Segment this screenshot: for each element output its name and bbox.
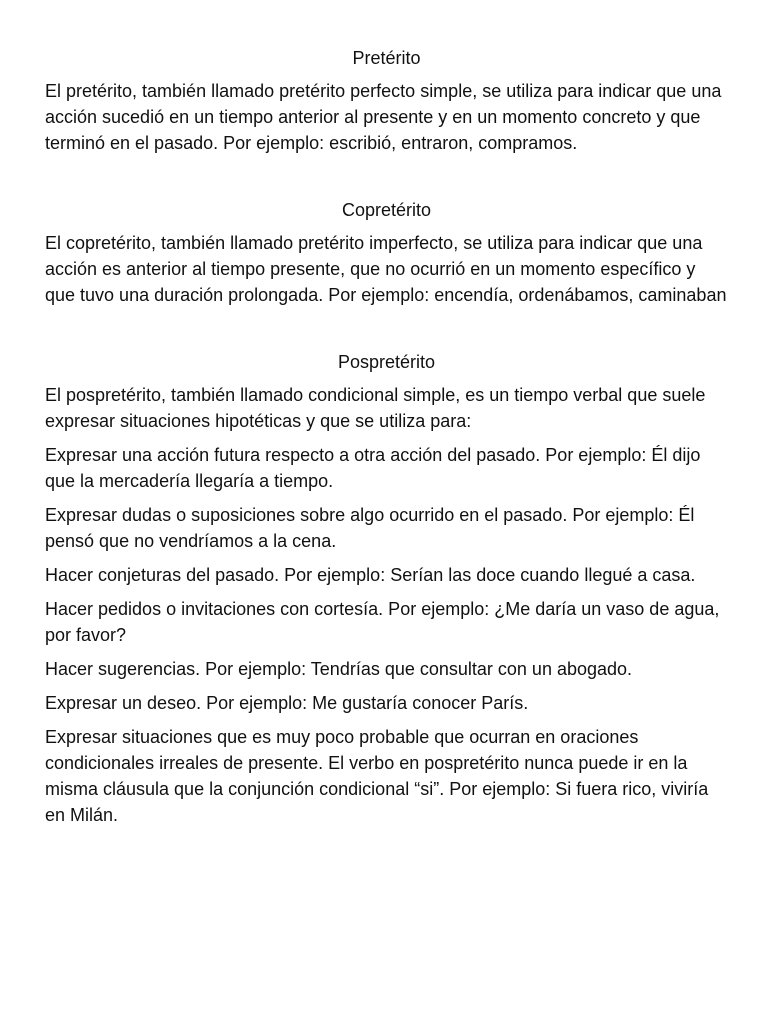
paragraph-use-unreal-conditionals: Expresar situaciones que es muy poco probable que ocurran en oraciones condicionales irreales de presente. El verbo en pospretérito nunca puede ir en la misma cláusula que la conjunción condicional “si”. Por ejemplo: Si fuera rico, viviría en Milán. (45, 727, 709, 825)
paragraph: El pretérito, también llamado pretérito perfecto simple, se utiliza para indicar que una acción sucedió en un tiempo anterior al presente y en un momento concreto y que terminó en el pasado. Por ejemplo: escribió, entraron, compramos. (45, 81, 722, 153)
section-title: Pretérito (352, 48, 421, 68)
paragraph-use-doubts: Expresar dudas o suposiciones sobre algo ocurrido en el pasado. Por ejemplo: Él pensó que no vendríamos a la cena. (45, 505, 695, 551)
section-preterito (45, 46, 728, 156)
section-copreterito (45, 198, 728, 308)
paragraph-intro: El pospretérito, también llamado condicional simple, es un tiempo verbal que suele expresar situaciones hipotéticas y que se utiliza para: (45, 385, 706, 431)
paragraph-use-wish: Expresar un deseo. Por ejemplo: Me gustaría conocer París. (45, 693, 529, 713)
section-title: Copretérito (341, 200, 432, 220)
paragraph-use-courtesy: Hacer pedidos o invitaciones con cortesía. Por ejemplo: ¿Me daría un vaso de agua, por favor? (45, 599, 720, 645)
section-title: Pospretérito (337, 352, 436, 372)
paragraph-use-suggestions: Hacer sugerencias. Por ejemplo: Tendrías que consultar con un abogado. (45, 659, 633, 679)
paragraph: El copretérito, también llamado pretérito imperfecto, se utiliza para indicar que una acción es anterior al tiempo presente, que no ocurrió en un momento específico y que tuvo una duración prolongada. Por ejemplo: encendía, ordenábamos, caminaban (45, 233, 727, 305)
paragraph-use-conjectures: Hacer conjeturas del pasado. Por ejemplo: Serían las doce cuando llegué a casa. (45, 565, 696, 585)
section-pospreterito (45, 350, 728, 828)
paragraph-use-future-in-past: Expresar una acción futura respecto a otra acción del pasado. Por ejemplo: Él dijo que la mercadería llegaría a tiempo. (45, 445, 701, 491)
